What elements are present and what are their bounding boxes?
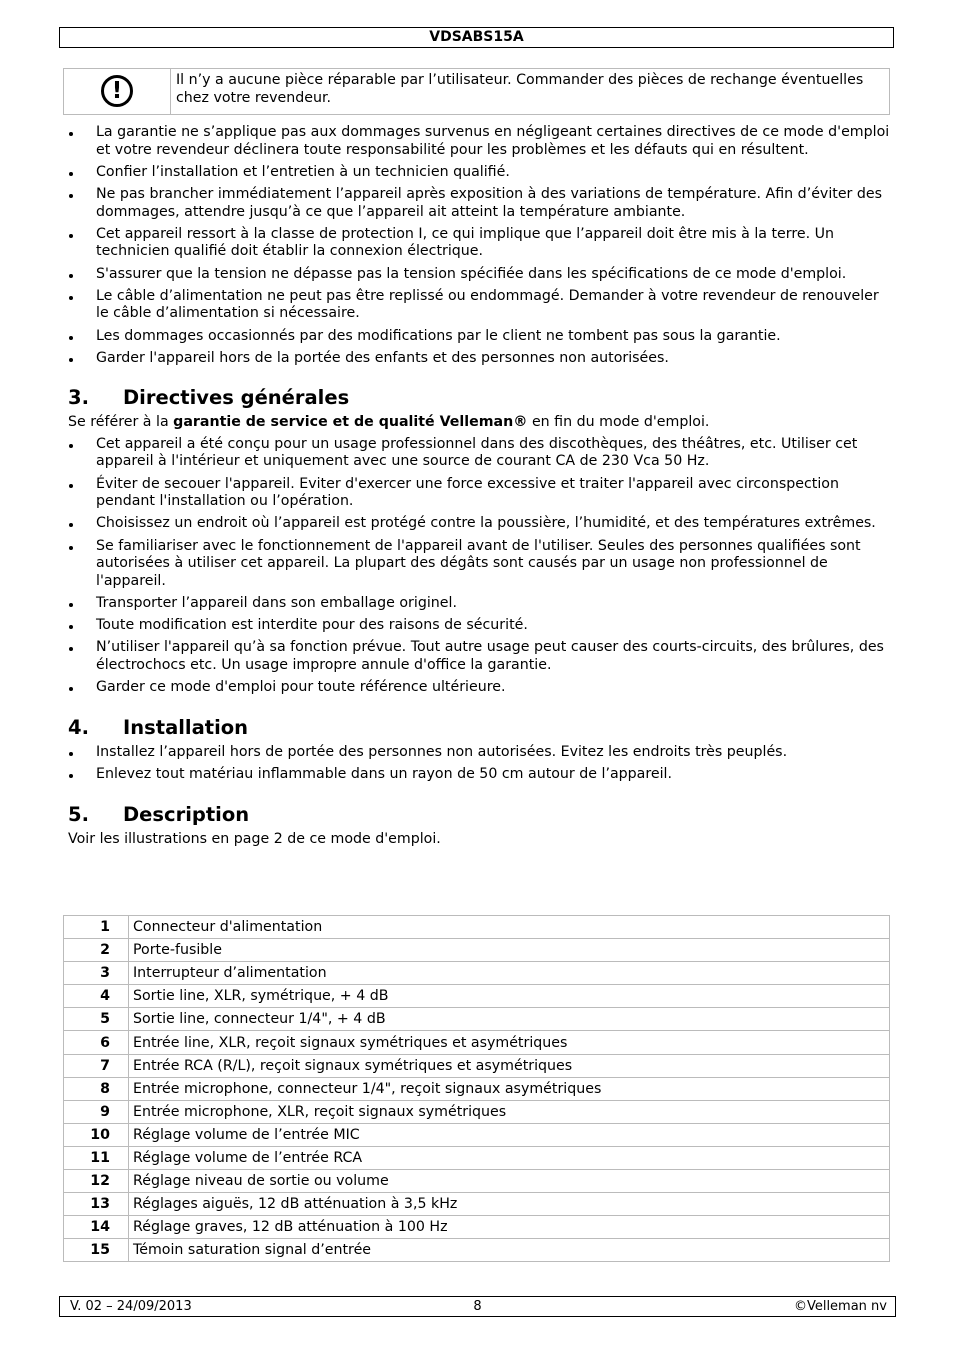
intro-bold-text: garantie de service et de qualité Velleman® bbox=[173, 414, 528, 431]
item-number: 5 bbox=[64, 1008, 129, 1031]
document-header bbox=[59, 27, 894, 48]
list-item: Éviter de secouer l'appareil. Eviter d'exercer une force excessive et traiter l'appareil avec circonspection pendant l'installation ou l’opération. bbox=[68, 476, 891, 511]
item-number: 10 bbox=[64, 1123, 129, 1146]
warning-icon-cell bbox=[64, 69, 171, 115]
table-row bbox=[64, 1123, 890, 1146]
section-heading-installation bbox=[68, 715, 891, 741]
table-row bbox=[64, 1054, 890, 1077]
list-item: S'assurer que la tension ne dépasse pas la tension spécifiée dans les spécifications de ce mode d'emploi. bbox=[68, 266, 891, 284]
table-row bbox=[64, 1031, 890, 1054]
table-row bbox=[64, 1216, 890, 1239]
table-row bbox=[64, 1077, 890, 1100]
warning-text: Il n’y a aucune pièce réparable par l’utilisateur. Commander des pièces de rechange éventuelles chez votre revendeur. bbox=[171, 69, 890, 115]
item-number: 2 bbox=[64, 939, 129, 962]
table-row bbox=[64, 962, 890, 985]
item-description: Entrée microphone, XLR, reçoit signaux symétriques bbox=[129, 1100, 890, 1123]
item-number: 14 bbox=[64, 1216, 129, 1239]
item-number: 6 bbox=[64, 1031, 129, 1054]
table-row bbox=[64, 1170, 890, 1193]
item-number: 13 bbox=[64, 1193, 129, 1216]
item-description: Sortie line, XLR, symétrique, + 4 dB bbox=[129, 985, 890, 1008]
item-description: Entrée line, XLR, reçoit signaux symétriques et asymétriques bbox=[129, 1031, 890, 1054]
item-description: Réglage graves, 12 dB atténuation à 100 Hz bbox=[129, 1216, 890, 1239]
item-description: Témoin saturation signal d’entrée bbox=[129, 1239, 890, 1262]
list-item: Enlevez tout matériau inflammable dans un rayon de 50 cm autour de l’appareil. bbox=[68, 766, 891, 784]
intro-text: Se référer à la bbox=[68, 414, 174, 431]
section-number: 4. bbox=[68, 715, 89, 739]
item-number: 9 bbox=[64, 1100, 129, 1123]
table-row bbox=[64, 1146, 890, 1169]
table-row bbox=[64, 1239, 890, 1262]
item-number: 12 bbox=[64, 1170, 129, 1193]
section-heading-directives bbox=[68, 385, 891, 411]
item-number: 4 bbox=[64, 985, 129, 1008]
item-number: 3 bbox=[64, 962, 129, 985]
item-number: 15 bbox=[64, 1239, 129, 1262]
item-description: Connecteur d'alimentation bbox=[129, 916, 890, 939]
item-description: Entrée RCA (R/L), reçoit signaux symétriques et asymétriques bbox=[129, 1054, 890, 1077]
document-title: VDSABS15A bbox=[429, 29, 524, 45]
exclamation-icon: ! bbox=[101, 75, 133, 107]
table-row bbox=[64, 916, 890, 939]
table-row bbox=[64, 1100, 890, 1123]
table-row bbox=[64, 1008, 890, 1031]
item-number: 11 bbox=[64, 1146, 129, 1169]
footer-copyright: ©Velleman nv bbox=[793, 1299, 887, 1314]
section-title: Directives générales bbox=[123, 386, 350, 410]
list-item: Installez l’appareil hors de portée des personnes non autorisées. Evitez les endroits très peuplés. bbox=[68, 744, 891, 762]
directives-list bbox=[68, 436, 891, 697]
list-item: Toute modification est interdite pour des raisons de sécurité. bbox=[68, 617, 891, 635]
footer-page-number: 8 bbox=[473, 1299, 482, 1314]
section-intro: Voir les illustrations en page 2 de ce mode d'emploi. bbox=[68, 830, 441, 847]
section-intro bbox=[68, 414, 891, 432]
item-description: Porte-fusible bbox=[129, 939, 890, 962]
item-number: 7 bbox=[64, 1054, 129, 1077]
section-number: 3. bbox=[68, 386, 89, 410]
list-item: Transporter l’appareil dans son emballage originel. bbox=[68, 595, 891, 613]
list-item: Cet appareil a été conçu pour un usage professionnel dans des discothèques, des théâtres, etc. Utiliser cet appareil à l'intérieur et uniquement avec une source de courant CA de 230 Vca 50 Hz. bbox=[68, 436, 891, 471]
list-item: Les dommages occasionnés par des modifications par le client ne tombent pas sous la garantie. bbox=[68, 328, 891, 346]
list-item: Confier l’installation et l’entretien à un technicien qualifié. bbox=[68, 164, 891, 182]
document-footer bbox=[59, 1296, 896, 1317]
warning-box bbox=[63, 68, 890, 115]
list-item: Se familiariser avec le fonctionnement de l'appareil avant de l'utiliser. Seules des personnes qualifiées sont autorisées à utiliser cet appareil. La plupart des dégâts sont causés par un usage non professionnel de l'appareil. bbox=[68, 538, 891, 591]
section-number: 5. bbox=[68, 802, 89, 826]
item-description: Réglages aiguës, 12 dB atténuation à 3,5 kHz bbox=[129, 1193, 890, 1216]
footer-version: V. 02 – 24/09/2013 bbox=[70, 1299, 192, 1314]
list-item: Cet appareil ressort à la classe de protection I, ce qui implique que l’appareil doit être mis à la terre. Un technicien qualifié doit établir la connexion électrique. bbox=[68, 226, 891, 261]
item-number: 8 bbox=[64, 1077, 129, 1100]
item-description: Entrée microphone, connecteur 1/4", reçoit signaux asymétriques bbox=[129, 1077, 890, 1100]
installation-list bbox=[68, 744, 891, 784]
intro-text-end: en fin du mode d'emploi. bbox=[527, 414, 710, 431]
list-item: Garder ce mode d'emploi pour toute référence ultérieure. bbox=[68, 679, 891, 697]
table-row bbox=[64, 1193, 890, 1216]
table-row bbox=[64, 939, 890, 962]
item-description: Sortie line, connecteur 1/4", + 4 dB bbox=[129, 1008, 890, 1031]
main-content bbox=[68, 124, 891, 852]
list-item: Choisissez un endroit où l’appareil est protégé contre la poussière, l’humidité, et des températures extrêmes. bbox=[68, 515, 891, 533]
description-table bbox=[63, 915, 890, 1262]
list-item: Ne pas brancher immédiatement l’appareil après exposition à des variations de température. Afin d’éviter des dommages, attendre jusqu’à ce que l’appareil ait atteint la température ambiante. bbox=[68, 186, 891, 221]
item-number: 1 bbox=[64, 916, 129, 939]
table-row bbox=[64, 985, 890, 1008]
list-item: Garder l'appareil hors de la portée des enfants et des personnes non autorisées. bbox=[68, 350, 891, 368]
list-item: N’utiliser l'appareil qu’à sa fonction prévue. Tout autre usage peut causer des courts-circuits, des brûlures, des électrochocs etc. Un usage impropre annule d'office la garantie. bbox=[68, 639, 891, 674]
item-description: Réglage niveau de sortie ou volume bbox=[129, 1170, 890, 1193]
item-description: Réglage volume de l’entrée MIC bbox=[129, 1123, 890, 1146]
section-heading-description bbox=[68, 802, 891, 828]
item-description: Réglage volume de l’entrée RCA bbox=[129, 1146, 890, 1169]
section-title: Installation bbox=[123, 715, 249, 739]
list-item: La garantie ne s’applique pas aux dommages survenus en négligeant certaines directives de ce mode d'emploi et votre revendeur déclinera toute responsabilité pour les problèmes et les défauts qui en résultent. bbox=[68, 124, 891, 159]
list-item: Le câble d’alimentation ne peut pas être replissé ou endommagé. Demander à votre revendeur de renouveler le câble d’alimentation si nécessaire. bbox=[68, 288, 891, 323]
safety-list bbox=[68, 124, 891, 367]
item-description: Interrupteur d’alimentation bbox=[129, 962, 890, 985]
section-title: Description bbox=[123, 802, 250, 826]
